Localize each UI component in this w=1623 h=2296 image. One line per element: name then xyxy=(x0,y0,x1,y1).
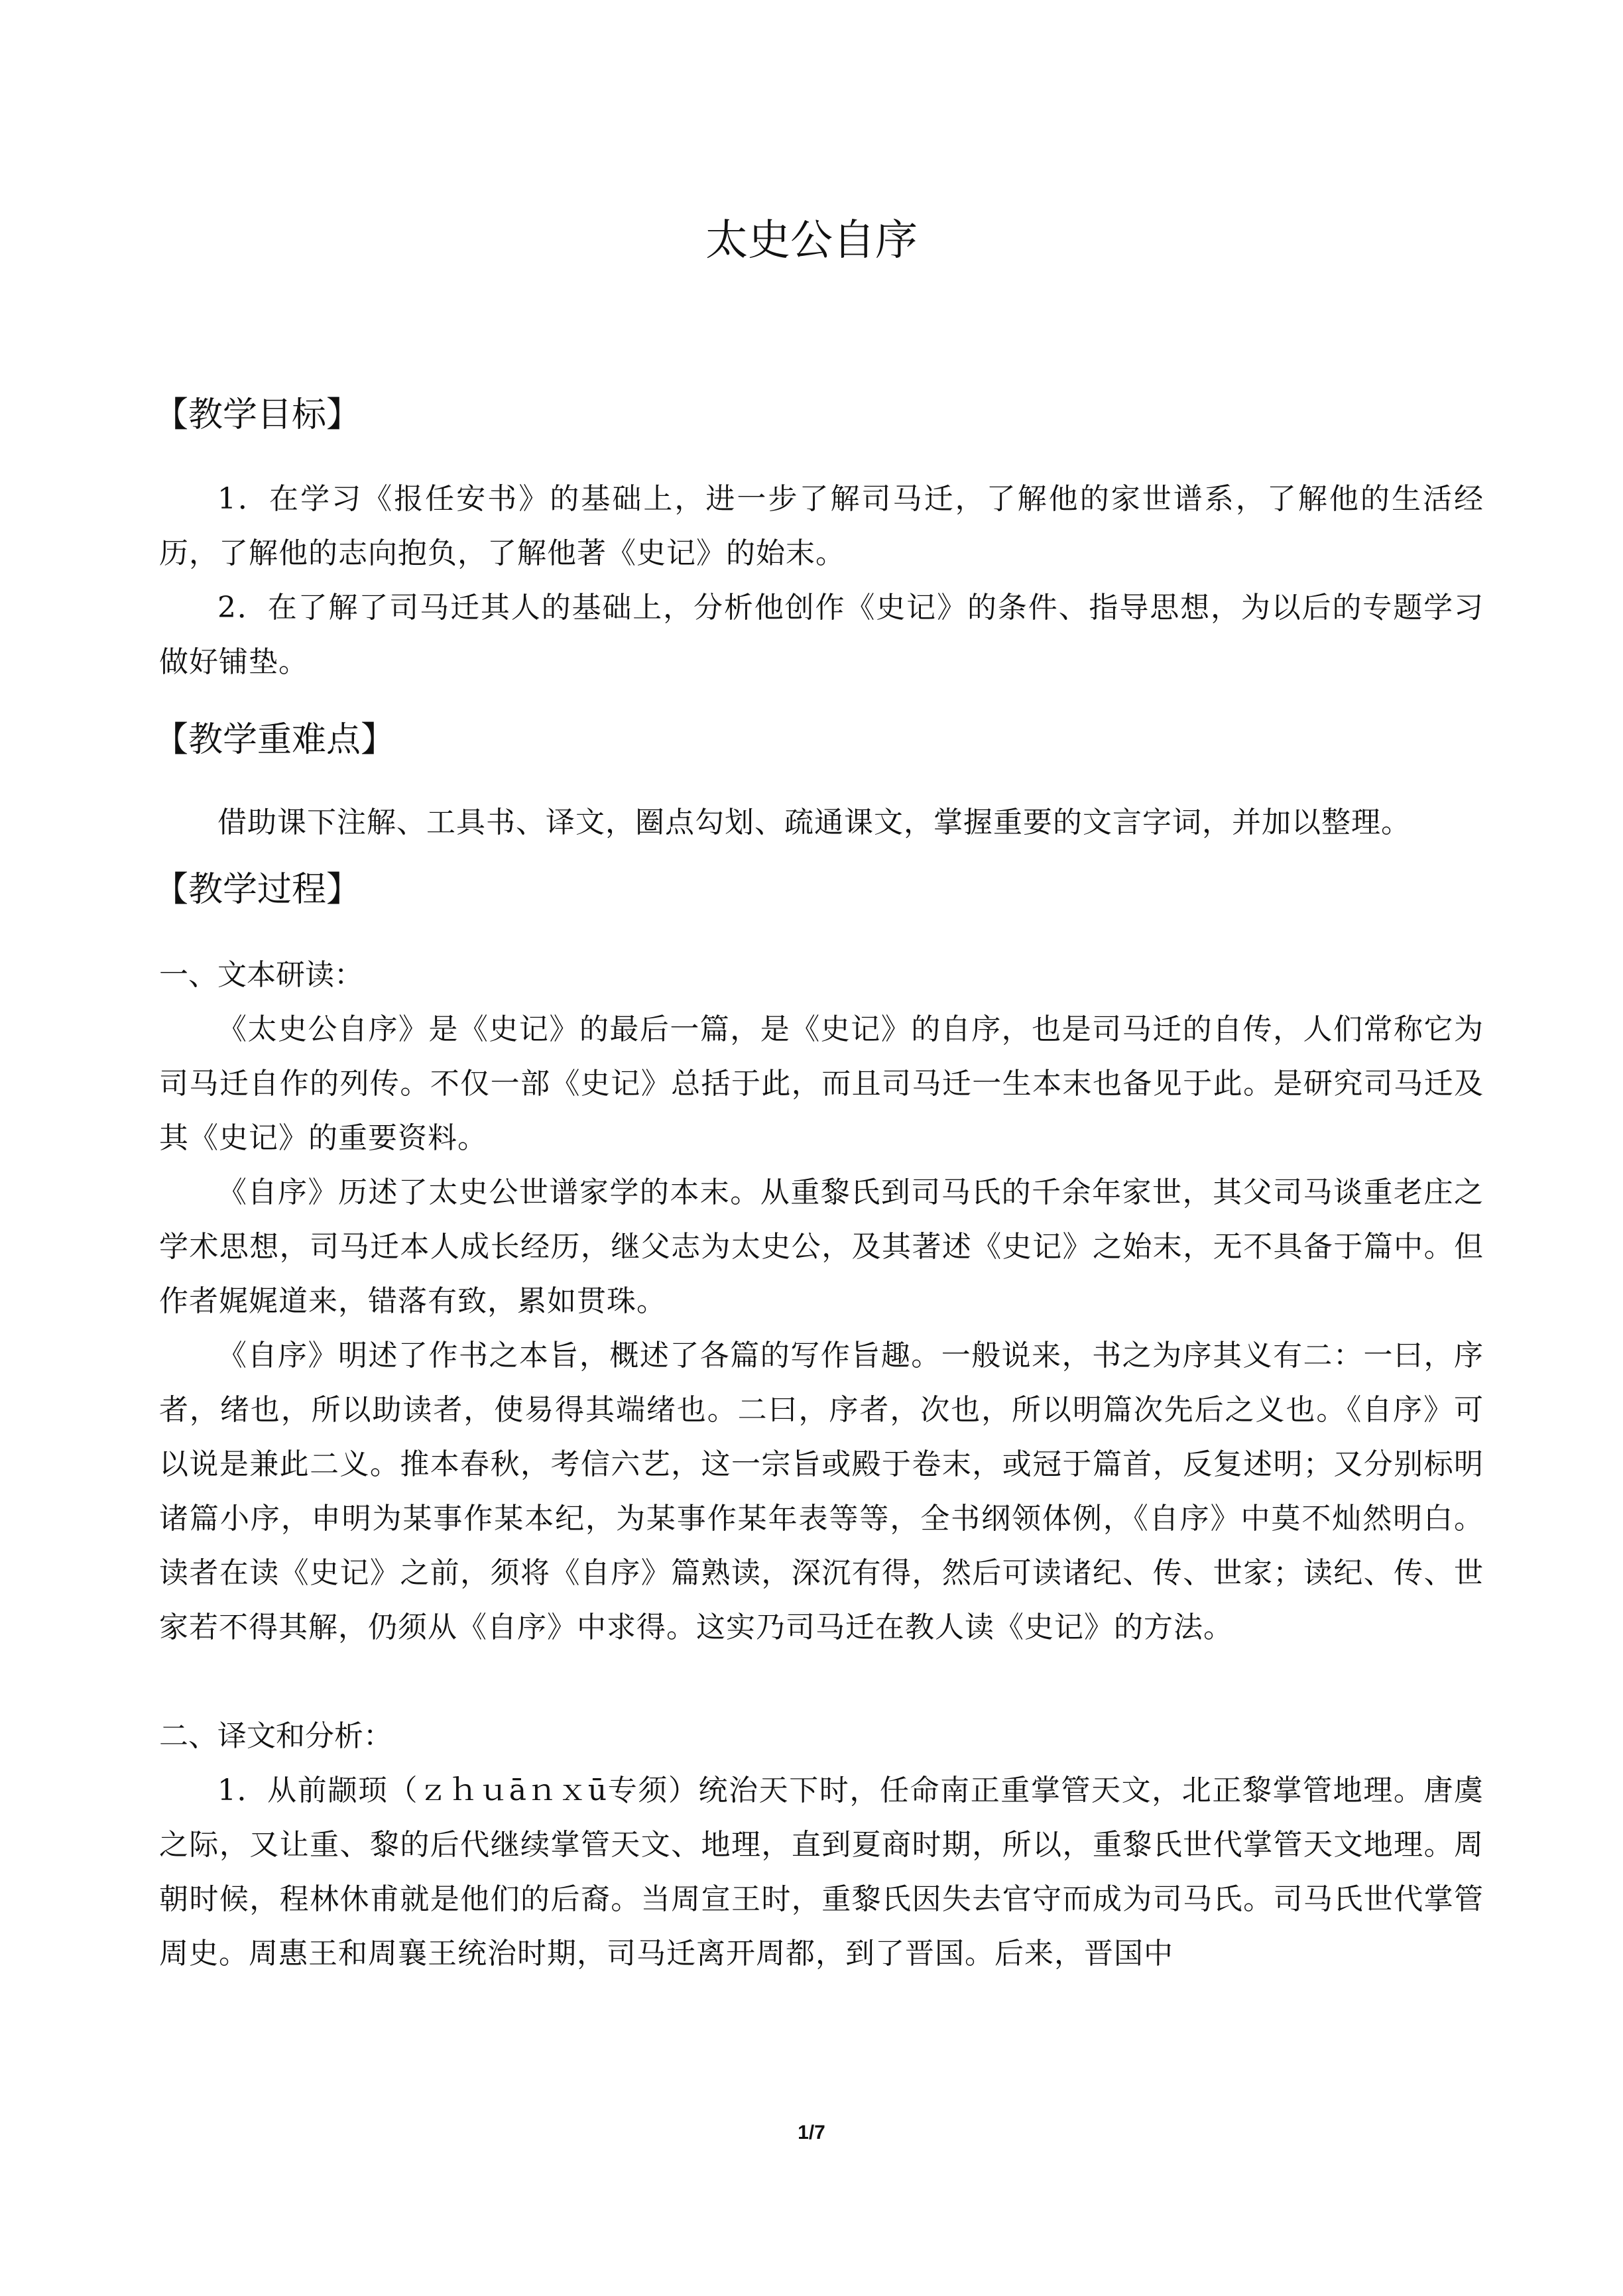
reading-paragraph-3: 《自序》明述了作书之本旨，概述了各篇的写作旨趣。一般说来，书之为序其义有二：一曰，序者，绪也，所以助读者，使易得其端绪也。二曰，序者，次也，所以明篇次先后之义也。《自序》可以说是兼此二义。推本春秋，考信六艺，这一宗旨或殿于卷末，或冠于篇首，反复述明；又分别标明诸篇小序，申明为某事作某本纪，为某事作某年表等等，全书纲领体例，《自序》中莫不灿然明白。读者在读《史记》之前，须将《自序》篇熟读，深沉有得，然后可读诸纪、传、世家；读纪、传、世家若不得其解，仍须从《自序》中求得。这实乃司马迁在教人读《史记》的方法。 xyxy=(159,1339,1484,1644)
reading-paragraph-1: 《太史公自序》是《史记》的最后一篇，是《史记》的自序，也是司马迁的自传，人们常称它为司马迁自作的列传。不仅一部《史记》总括于此，而且司马迁一生本末也备见于此。是研究司马迁及其《史记》的重要资料。 xyxy=(159,1012,1484,1155)
translation-paragraph-1: 1．从前颛顼（ｚｈｕāｎｘū专须）统治天下时，任命南正重掌管天文，北正黎掌管地理。唐虞之际，又让重、黎的后代继续掌管天文、地理，直到夏商时期，所以，重黎氏世代掌管天文地理。周朝时候，程林休甫就是他们的后裔。当周宣王时，重黎氏因失去官守而成为司马氏。司马氏世代掌管周史。周惠王和周襄王统治时期，司马迁离开周都，到了晋国。后来，晋国中 xyxy=(159,1774,1484,1970)
goal-item-1: 1．在学习《报任安书》的基础上，进一步了解司马迁，了解他的家世谱系，了解他的生活经历，了解他的志向抱负，了解他著《史记》的始末。 xyxy=(159,482,1484,570)
keypoints-text: 借助课下注解、工具书、译文，圈点勾划、疏通课文，掌握重要的文言字词，并加以整理。 xyxy=(217,806,1411,839)
section-heading-goals: 【教学目标】 xyxy=(154,395,361,435)
reading-paragraph-2: 《自序》历述了太史公世谱家学的本末。从重黎氏到司马氏的千余年家世，其父司马谈重老庄之学术思想，司马迁本人成长经历，继父志为太史公，及其著述《史记》之始末，无不具备于篇中。但作者娓娓道来，错落有致，累如贯珠。 xyxy=(159,1176,1484,1318)
subsection-title-translation: 二、译文和分析： xyxy=(159,1719,392,1753)
section-heading-keypoints: 【教学重难点】 xyxy=(154,720,396,760)
page-number: 1/7 xyxy=(798,2122,825,2144)
section-heading-process: 【教学过程】 xyxy=(154,870,361,910)
page-title: 太史公自序 xyxy=(705,216,918,265)
goal-item-2: 2．在了解了司马迁其人的基础上，分析他创作《史记》的条件、指导思想，为以后的专题学习做好铺垫。 xyxy=(159,591,1484,679)
subsection-title-reading: 一、文本研读： xyxy=(159,958,363,992)
